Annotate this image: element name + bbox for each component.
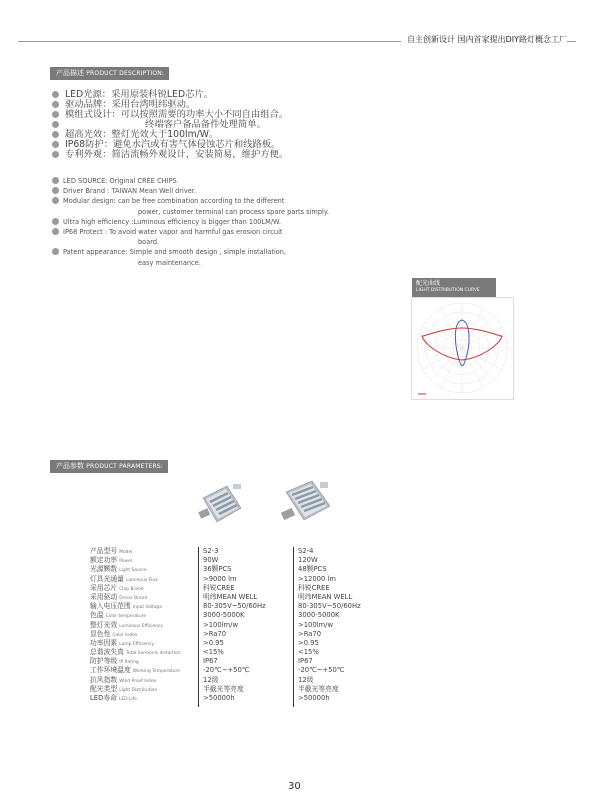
bullet-dot-icon — [52, 141, 59, 148]
param-value-s2-4: IP67 — [298, 657, 313, 666]
description-en-list — [52, 176, 329, 268]
param-label-en: Wind Proof Index — [119, 678, 157, 684]
param-label-en: Driver Brand — [119, 595, 148, 601]
param-value-s2-4: S2-4 — [298, 547, 314, 555]
bullet-text: IP68 Protect : To avoid water vapor and harmful gas erosion circuit — [63, 228, 283, 237]
param-label — [90, 575, 181, 584]
bullet-text: Modular design: can be free combination according to the different — [63, 197, 285, 206]
bullet-dot-icon — [52, 187, 59, 194]
bullet-dot-icon — [52, 248, 59, 255]
parameters-tag-en: PRODUCT PARAMETERS: — [86, 463, 164, 470]
param-label-zh: 抗风指数 — [90, 675, 118, 684]
bullet-dot-icon — [52, 228, 59, 235]
param-label-zh: 配光类型 — [90, 684, 118, 693]
param-label-zh: LED寿命 — [90, 694, 117, 702]
param-label-zh: 灯具光通量 — [90, 574, 124, 583]
bullet-item — [52, 150, 288, 160]
product-image-s2-3 — [197, 482, 249, 532]
param-label-zh: 防护等级 — [90, 657, 118, 666]
param-value-s2-4: 半截光等亮度 — [298, 684, 339, 693]
bullet-dot-icon — [52, 101, 59, 108]
column-divider-1 — [198, 547, 199, 707]
bullet-dot-icon — [52, 218, 59, 225]
param-value-s2-4: >50000h — [298, 694, 330, 702]
param-label — [90, 611, 181, 620]
bullet-dot-icon — [52, 111, 59, 118]
bullet-item — [52, 247, 329, 257]
param-label-en: Working Temperature — [132, 669, 180, 675]
param-label-en: LED Life — [118, 697, 137, 702]
header-slogan: 自主创新设计 国内首家提出DIY路灯概念工厂 — [401, 34, 567, 45]
param-value-s2-4: >0.95 — [298, 638, 319, 647]
param-value-s2-4: 48颗PCS — [298, 565, 327, 574]
param-label-en: Color Index — [112, 632, 138, 638]
param-label-en: Input Voltage — [132, 605, 163, 611]
param-label — [90, 547, 181, 556]
param-value-s2-4: >Ra70 — [298, 629, 322, 638]
param-value-s2-4: 12级 — [298, 675, 314, 684]
param-label — [90, 602, 181, 611]
param-value-s2-3: >9000 lm — [203, 574, 237, 583]
parameters-s2-4-column — [298, 547, 361, 703]
param-value-s2-3: -20℃~+50℃ — [203, 666, 250, 675]
param-value-s2-3: 科锐CREE — [203, 583, 235, 592]
param-label — [90, 621, 181, 630]
param-label — [90, 639, 181, 648]
param-label-en: Luminous Flux — [125, 577, 158, 583]
bullet-text: 超高光效：整灯光效大于100lm/W。 — [65, 129, 219, 140]
param-value-s2-3: 80-305V~50/60Hz — [203, 602, 266, 611]
bullet-text: Ultra high efficiency :Luminous efficiency is bigger than 100LM/W. — [63, 217, 281, 226]
bullet-dot-icon — [52, 131, 59, 138]
description-tag — [50, 67, 169, 80]
param-label-en: IP Rating — [119, 660, 139, 666]
param-label-zh: 总谐波失真 — [90, 648, 124, 657]
product-image-s2-4 — [280, 478, 336, 534]
description-tag-zh: 产品描述 — [56, 69, 84, 77]
param-value-s2-3: IP67 — [203, 657, 218, 666]
param-label-en: Chip Brand — [119, 586, 144, 592]
bullet-item — [52, 227, 329, 237]
param-value-s2-3: S2-3 — [203, 547, 219, 555]
param-label — [90, 694, 181, 703]
param-value-s2-4: >12000 lm — [298, 574, 336, 583]
param-label-en: Light Source — [119, 568, 147, 574]
param-label-zh: 采用驱动 — [90, 592, 118, 601]
bullet-item — [52, 196, 329, 206]
bullet-item — [52, 217, 329, 227]
bullet-continuation-text: board. — [138, 238, 160, 247]
param-value-s2-3: 36颗PCS — [203, 565, 232, 574]
param-label-zh: 额定功率 — [90, 556, 118, 565]
param-label-en: Power — [119, 559, 133, 565]
curve-tag — [412, 278, 496, 297]
bullet-dot-icon — [52, 197, 59, 204]
bullet-text: 专利外观：简洁流畅外观设计，安装简易，维护方便。 — [65, 149, 289, 160]
param-label-en: Total harmonic distortion — [125, 651, 181, 657]
param-value-s2-4: 明纬MEAN WELL — [298, 592, 353, 601]
param-value-s2-3: 半截光等亮度 — [203, 684, 244, 693]
param-value-s2-4: 科锐CREE — [298, 583, 330, 592]
param-label — [90, 584, 181, 593]
bullet-continuation-text: power, customer terminal can process spare parts simply. — [138, 207, 329, 216]
bullet-text: IP68防护：避免水汽或有害气体侵蚀芯片和线路板。 — [65, 139, 281, 150]
param-label — [90, 593, 181, 602]
param-label-zh: 工作环境温度 — [90, 666, 131, 675]
description-tag-en: PRODUCT DESCRIPTION: — [86, 70, 165, 77]
light-distribution-curve — [411, 297, 514, 400]
param-label-en: Model — [119, 550, 133, 555]
param-value-s2-3: >50000h — [203, 694, 235, 702]
param-label-zh: 输入电压范围 — [90, 602, 131, 611]
param-label-zh: 整灯光效 — [90, 620, 118, 629]
param-value-s2-3: >Ra70 — [203, 629, 227, 638]
bullet-text: Driver Brand : TAIWAN Mean Well driver. — [63, 187, 197, 196]
param-label — [90, 685, 181, 694]
param-label — [90, 565, 181, 574]
curve-tag-en: LIGHT DISTRIBUTION CURVE — [416, 288, 480, 293]
param-value-s2-3: >100lm/w — [203, 620, 239, 629]
polar-curve-graphic — [412, 298, 513, 399]
bullet-continuation — [52, 237, 329, 247]
bullet-text: Patent appearance: Simple and smooth design , simple installation, — [63, 248, 287, 257]
bullet-text: 驱动品牌：采用台湾明纬驱动。 — [65, 99, 196, 110]
bullet-text: LED光源：采用原装科锐LED芯片。 — [65, 89, 213, 100]
parameters-s2-3-column — [203, 547, 266, 703]
param-label — [90, 666, 181, 675]
param-value-s2-4: 80-305V~50/60Hz — [298, 602, 361, 611]
param-label-zh: 采用芯片 — [90, 583, 118, 592]
param-value-s2-3: 12级 — [203, 675, 219, 684]
curve-tag-zh: 配光曲线 — [416, 280, 441, 287]
parameters-tag — [50, 460, 168, 473]
param-label — [90, 556, 181, 565]
bullet-text: LED SOURCE: Original CREE CHIPS. — [63, 177, 179, 185]
param-label-en: Color temperature — [105, 614, 147, 620]
parameters-label-column — [90, 547, 181, 703]
param-label-zh: 光源颗数 — [90, 565, 118, 574]
bullet-dot-icon — [52, 91, 59, 98]
parameters-tag-zh: 产品参数 — [56, 462, 84, 470]
bullet-item — [52, 176, 329, 186]
param-value-s2-4: >100lm/w — [298, 620, 334, 629]
param-label-en: Light Distribution — [119, 687, 158, 693]
bullet-dot-icon — [52, 151, 59, 158]
param-value-s2-3: <15% — [203, 648, 224, 657]
param-value-s2-3: 明纬MEAN WELL — [203, 592, 258, 601]
bullet-dot-icon — [52, 121, 59, 128]
bullet-continuation-text: easy maintenance. — [138, 258, 201, 267]
param-value-s2-4: 3000-5000K — [298, 611, 340, 620]
param-value-s2-4: <15% — [298, 648, 319, 657]
page-number: 30 — [288, 781, 301, 792]
param-value-s2-4: 120W — [298, 556, 318, 565]
param-label-zh: 功率因素 — [90, 638, 118, 647]
param-value-s2-3: >0.95 — [203, 638, 224, 647]
param-label — [90, 676, 181, 685]
param-value-s2-3: 3000-5000K — [203, 611, 245, 620]
param-label — [90, 630, 181, 639]
column-divider-2 — [293, 547, 294, 707]
param-value-s2-4: -20℃~+50℃ — [298, 666, 345, 675]
param-label-en: Lamp Efficiency — [119, 641, 154, 647]
param-label-zh: 色温 — [90, 611, 104, 620]
param-label-en: Luminous Efficiency — [119, 623, 163, 629]
bullet-text: 模组式设计：可以按照需要的功率大小不同自由组合。 — [65, 109, 289, 120]
param-label — [90, 648, 181, 657]
bullet-continuation — [52, 207, 329, 217]
bullet-continuation-text: 终端客户备品备件处理简单。 — [145, 119, 266, 130]
param-label-zh: 显色性 — [90, 629, 111, 638]
bullet-item — [52, 186, 329, 196]
param-label-zh: 产品型号 — [90, 547, 118, 555]
description-cn-list — [52, 90, 288, 160]
bullet-dot-icon — [52, 177, 59, 184]
param-value-s2-3: 90W — [203, 556, 219, 565]
bullet-continuation — [52, 258, 329, 268]
